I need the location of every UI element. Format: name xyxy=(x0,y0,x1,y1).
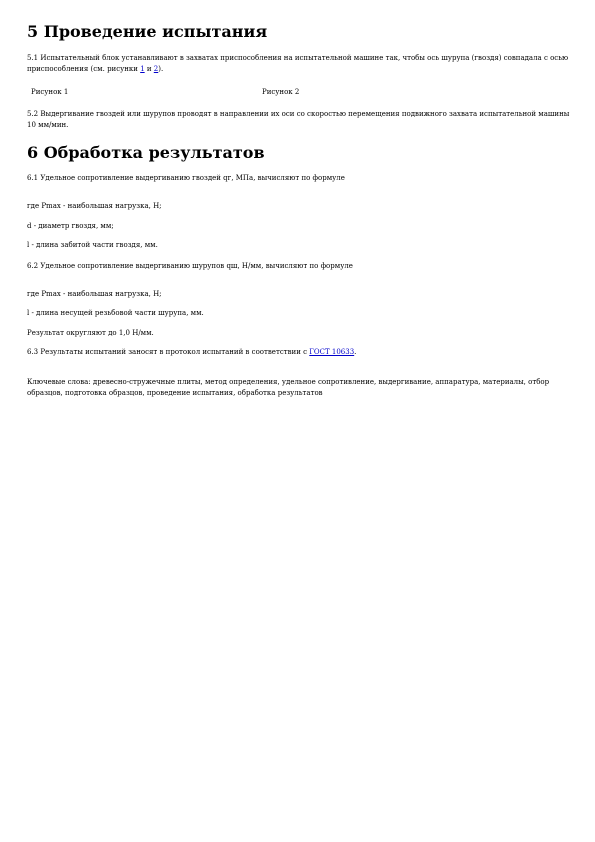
paragraph-5-1 xyxy=(27,53,572,75)
definition-pmax: где Pmax - наибольшая нагрузка, Н; xyxy=(27,202,162,210)
rounding-note: Результат округляют до 1,0 Н/мм. xyxy=(27,329,154,337)
figure-2-caption: Рисунок 2 xyxy=(262,88,300,96)
paragraph-5-1-conjunction: и xyxy=(144,65,154,73)
gost-10633-link[interactable]: ГОСТ 10633 xyxy=(309,348,355,356)
definition-l-thread: l - длина несущей резьбовой части шурупа, мм. xyxy=(27,309,204,317)
paragraph-6-3-end: . xyxy=(354,348,357,356)
figure-2-link[interactable]: 2 xyxy=(153,65,159,73)
paragraph-5-1-end: ). xyxy=(158,65,164,73)
figure-1-link[interactable]: 1 xyxy=(140,65,145,73)
section-6-heading: 6 Обработка результатов xyxy=(27,143,265,162)
section-5-heading: 5 Проведение испытания xyxy=(27,22,268,41)
paragraph-5-2: 5.2 Выдергивание гвоздей или шурупов проводят в направлении их оси со скоростью перемещения подвижного захвата испытательной машины 10 мм/мин. xyxy=(27,110,570,129)
keywords: Ключевые слова: древесно-стружечные плиты, метод определения, удельное сопротивление, выдергивание, аппаратура, материалы, отбор образцов, подготовка образцов, проведение испытания, обработка результатов xyxy=(27,378,550,397)
paragraph-6-3 xyxy=(27,347,572,358)
definition-d: d - диаметр гвоздя, мм; xyxy=(27,222,114,230)
paragraph-6-3-text: 6.3 Результаты испытаний заносят в протокол испытаний в соответствии с xyxy=(27,348,310,356)
paragraph-6-2: 6.2 Удельное сопротивление выдергиванию шурупов qш, Н/мм, вычисляют по формуле xyxy=(27,262,353,270)
figure-1-caption: Рисунок 1 xyxy=(31,88,69,96)
definition-pmax-2: где Pmax - наибольшая нагрузка, Н; xyxy=(27,290,162,298)
paragraph-6-1: 6.1 Удельное сопротивление выдергиванию гвоздей qг, МПа, вычисляют по формуле xyxy=(27,174,345,182)
paragraph-5-1-text: 5.1 Испытательный блок устанавливают в захватах приспособления на испытательной машине так, чтобы ось шурупа (гвоздя) совпадала с осью приспособления (см. рисунки xyxy=(27,54,569,73)
definition-l: l - длина забитой части гвоздя, мм. xyxy=(27,241,158,249)
